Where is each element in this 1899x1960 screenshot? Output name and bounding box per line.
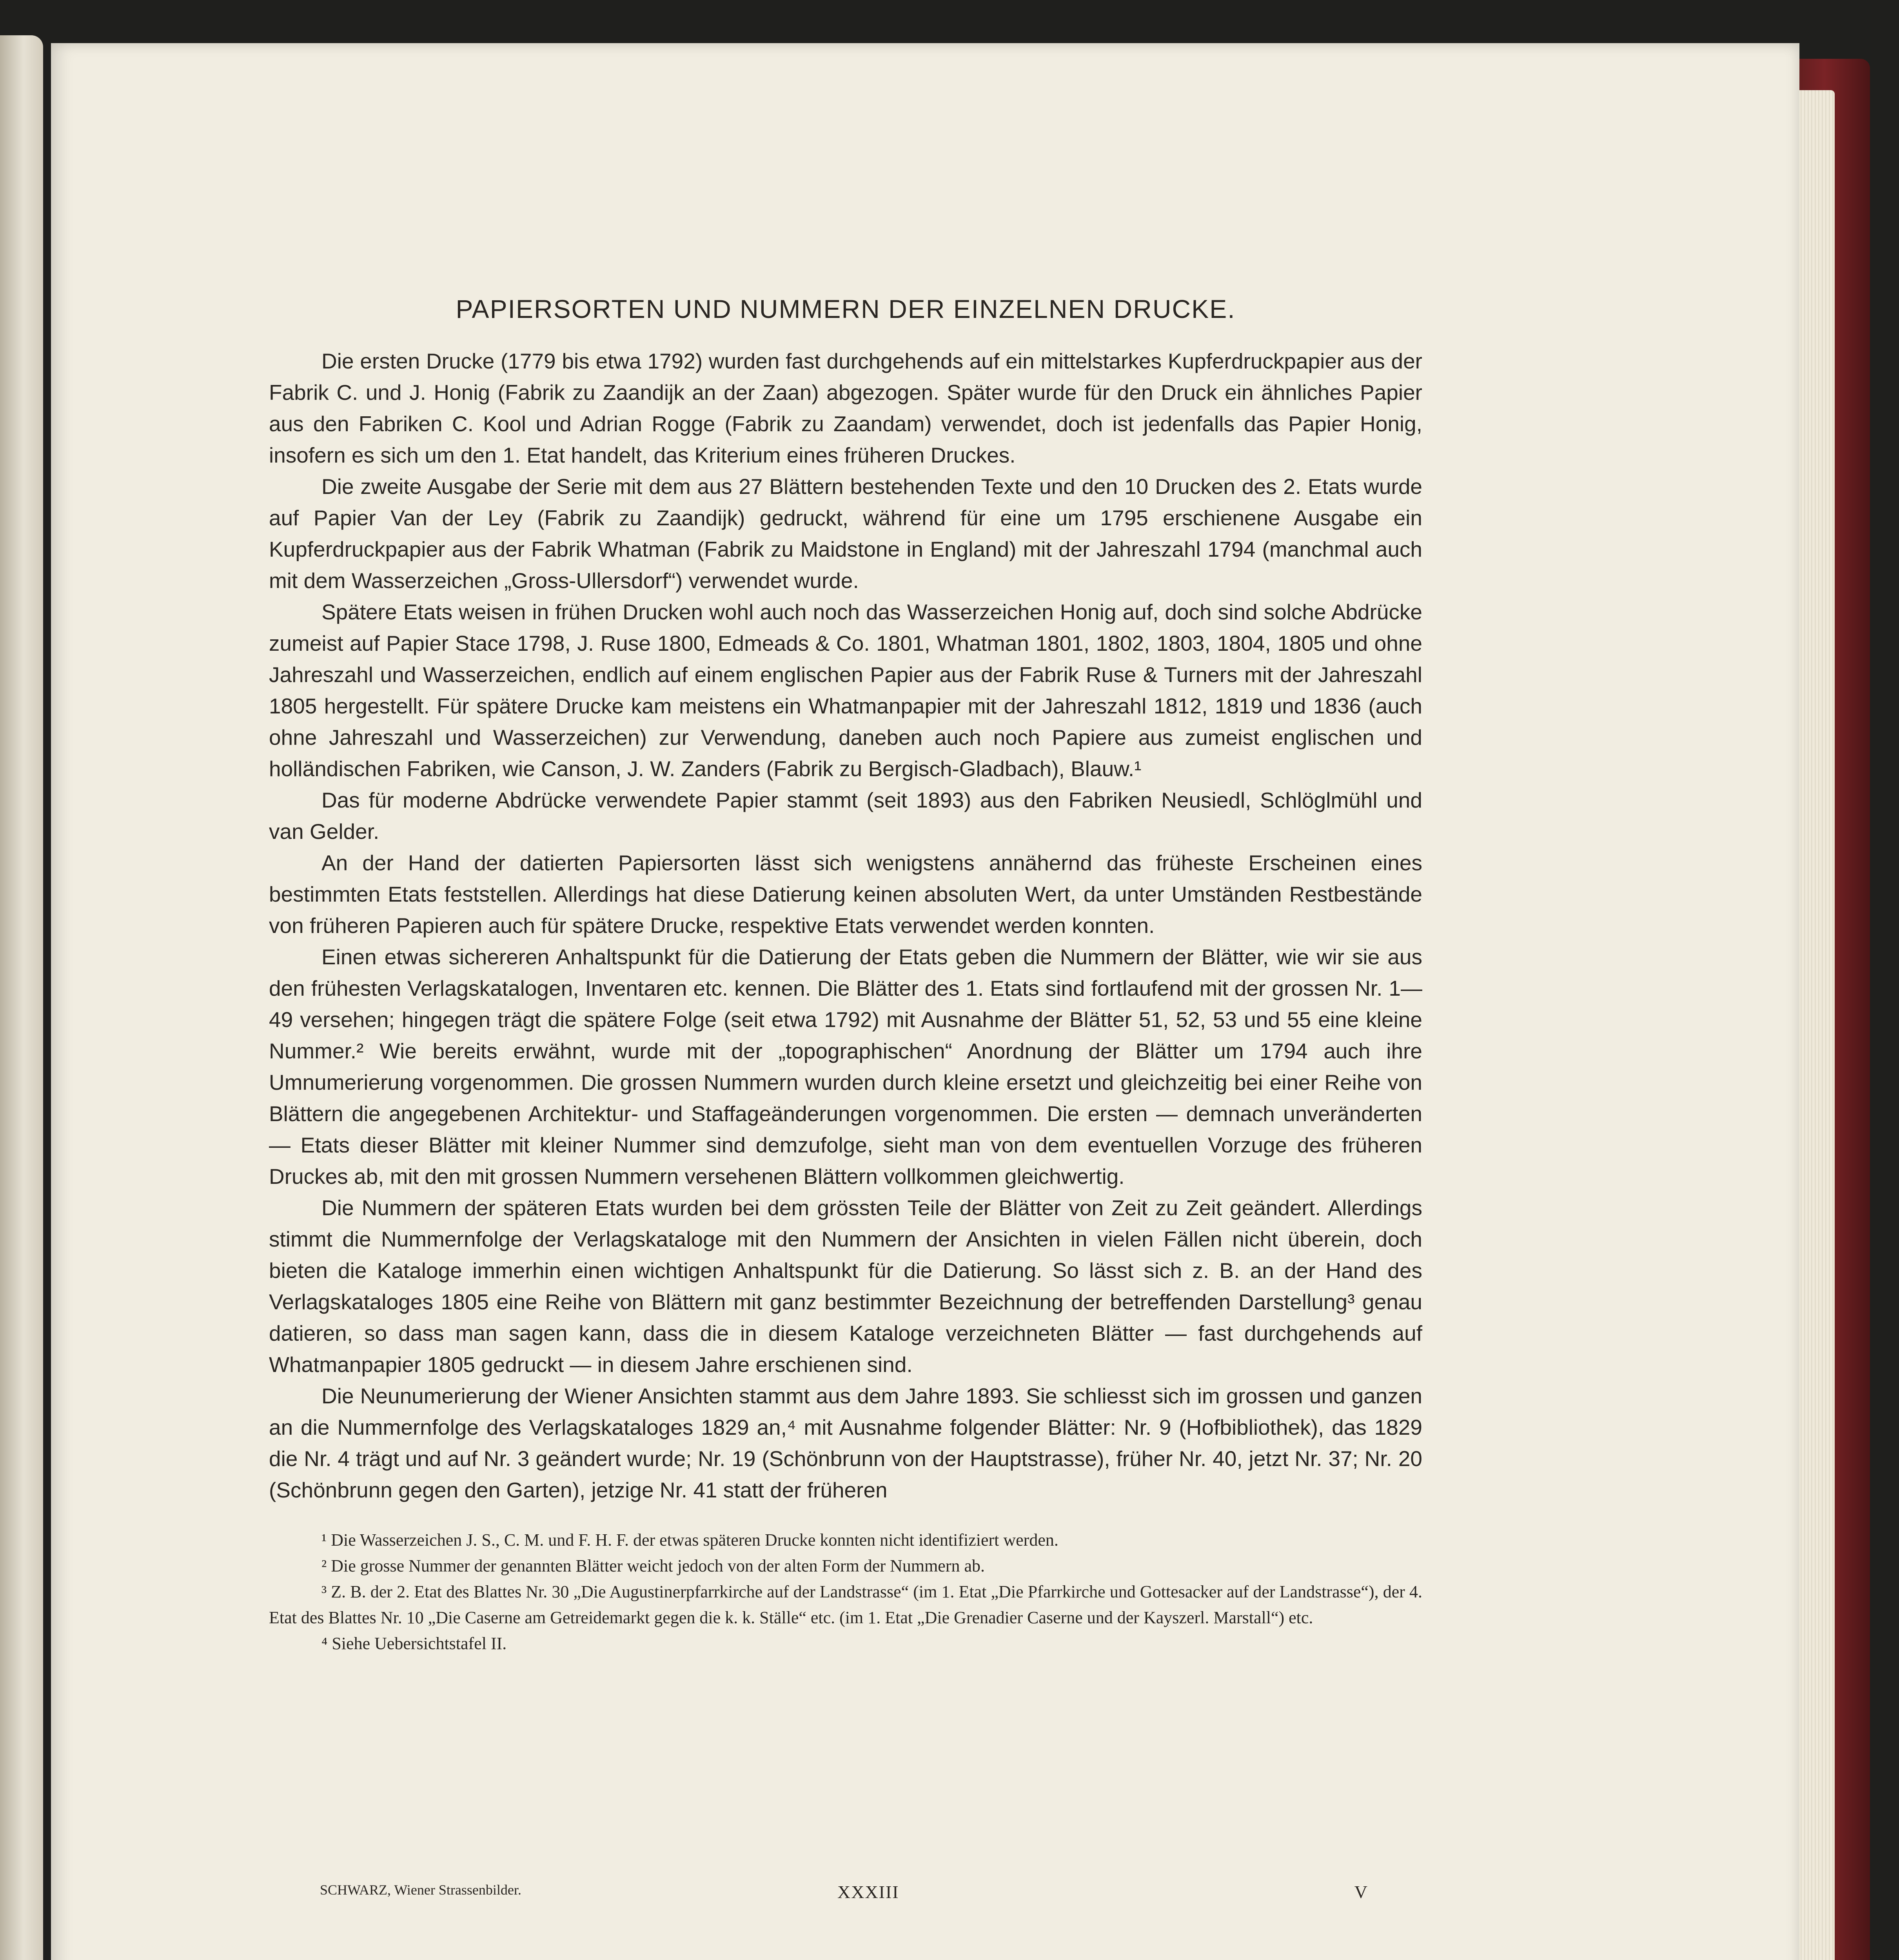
footnote: ² Die grosse Nummer der genannten Blätter weicht jedoch von der alten Form der Nummern ab. [321, 1556, 985, 1575]
page-footer [320, 1882, 1367, 1905]
sheet-mark: V [1354, 1882, 1367, 1902]
left-page-edge [0, 35, 43, 1960]
footnote: ⁴ Siehe Uebersichtstafel II. [321, 1634, 507, 1653]
page-number: XXXIII [837, 1882, 899, 1902]
paragraph: Die ersten Drucke (1779 bis etwa 1792) wurden fast durchgehends auf ein mittelstarkes Kupferdruckpapier aus der Fabrik C. und J. Honig (Fabrik zu Zaandijk an der Zaan) abgezogen. Später wurde für den Druck ein ähnliches Papier aus den Fabriken C. Kool und Adrian Rogge (Fabrik zu Zaandam) verwendet, doch ist jedenfalls das Papier Honig, insofern es sich um den 1. Etat handelt, das Kriterium eines früheren Druckes. [269, 349, 1422, 467]
footnote: ¹ Die Wasserzeichen J. S., C. M. und F. H. F. der etwas späteren Drucke konnten nicht identifiziert werden. [321, 1530, 1058, 1550]
paragraph: An der Hand der datierten Papiersorten lässt sich wenigstens annähernd das früheste Erscheinen eines bestimmten Etats feststellen. Allerdings hat diese Datierung keinen absoluten Wert, da unter Umständen Restbestände von früheren Papieren auch für spätere Drucke, respektive Etats verwendet werden konnten. [269, 851, 1422, 938]
paragraph: Die Nummern der späteren Etats wurden bei dem grössten Teile der Blätter von Zeit zu Zeit geändert. Allerdings stimmt die Nummernfolge der Verlagskataloge mit den Nummern der Ansichten in vielen Fällen nicht überein, doch bieten die Kataloge immerhin einen wichtigen Anhaltspunkt für die Datierung. So lässt sich z. B. an der Hand des Verlagskataloges 1805 eine Reihe von Blättern mit ganz bestimmter Bezeichnung der betreffenden Darstellung³ genau datieren, so dass man sagen kann, dass die in diesem Kataloge verzeichneten Blätter — fast durchgehends auf Whatmanpapier 1805 gedruckt — in diesem Jahre erschienen sind. [269, 1196, 1422, 1377]
page-content [269, 294, 1422, 1657]
paragraph: Spätere Etats weisen in frühen Drucken wohl auch noch das Wasserzeichen Honig auf, doch sind solche Abdrücke zumeist auf Papier Stace 1798, J. Ruse 1800, Edmeads & Co. 1801, Whatman 1801, 1802, 1803, 1804, 1805 und ohne Jahreszahl und Wasserzeichen, endlich auf einem englischen Papier aus der Fabrik Ruse & Turners mit der Jahreszahl 1805 hergestellt. Für spätere Drucke kam meistens ein Whatmanpapier mit der Jahreszahl 1812, 1819 und 1836 (auch ohne Jahreszahl und Wasserzeichen) zur Verwendung, daneben auch noch Papiere aus zumeist englischen und holländischen Fabriken, wie Canson, J. W. Zanders (Fabrik zu Bergisch-Gladbach), Blauw.¹ [269, 600, 1422, 781]
paragraph: Die zweite Ausgabe der Serie mit dem aus 27 Blättern bestehenden Texte und den 10 Drucken des 2. Etats wurde auf Papier Van der Ley (Fabrik zu Zaandijk) gedruckt, während für eine um 1795 erschienene Ausgabe ein Kupferdruckpapier aus der Fabrik Whatman (Fabrik zu Maidstone in England) mit der Jahreszahl 1794 (manchmal auch mit dem Wasserzeichen „Gross-Ullersdorf“) verwendet wurde. [269, 474, 1422, 593]
paragraph: Die Neunumerierung der Wiener Ansichten stammt aus dem Jahre 1893. Sie schliesst sich im grossen und ganzen an die Nummernfolge des Verlagskataloges 1829 an,⁴ mit Ausnahme folgender Blätter: Nr. 9 (Hofbibliothek), das 1829 die Nr. 4 trägt und auf Nr. 3 geändert wurde; Nr. 19 (Schönbrunn von der Hauptstrasse), früher Nr. 40, jetzt Nr. 37; Nr. 20 (Schönbrunn gegen den Garten), jetzige Nr. 41 statt der früheren [269, 1384, 1422, 1502]
paragraph: Einen etwas sichereren Anhaltspunkt für die Datierung der Etats geben die Nummern der Blätter, wie wir sie aus den frühesten Verlagskatalogen, Inventaren etc. kennen. Die Blätter des 1. Etats sind fortlaufend mit der grossen Nr. 1—49 versehen; hingegen trägt die spätere Folge (seit etwa 1792) mit Ausnahme der Blätter 51, 52, 53 und 55 eine kleine Nummer.² Wie bereits erwähnt, wurde mit der „topographischen“ Anordnung der Blätter um 1794 auch ihre Umnumerierung vorgenommen. Die grossen Nummern wurden durch kleine ersetzt und gleichzeitig bei einer Reihe von Blättern die angegebenen Architektur- und Staffageänderungen vorgenommen. Die ersten — demnach unveränderten — Etats dieser Blätter mit kleiner Nummer sind demzufolge, sieht man von dem eventuellen Vorzuge des früheren Druckes ab, mit den mit grossen Nummern versehenen Blättern vollkommen gleichwertig. [269, 945, 1422, 1189]
footnote: ³ Z. B. der 2. Etat des Blattes Nr. 30 „Die Augustinerpfarrkirche auf der Landstrasse“ (im 1. Etat „Die Pfarrkirche und Gottesacker auf der Landstrasse“), der 4. Etat des Blattes Nr. 10 „Die Caserne am Getreidemarkt gegen die k. k. Ställe“ etc. (im 1. Etat „Die Grenadier Caserne und der Kayszerl. Marstall“) etc. [269, 1582, 1422, 1627]
footnotes [269, 1527, 1422, 1657]
footer-signature: SCHWARZ, Wiener Strassenbilder. [320, 1882, 521, 1898]
paragraph: Das für moderne Abdrücke verwendete Papier stammt (seit 1893) aus den Fabriken Neusiedl, Schlöglmühl und van Gelder. [269, 788, 1422, 844]
page-heading: PAPIERSORTEN UND NUMMERN DER EINZELNEN DRUCKE. [456, 294, 1236, 323]
